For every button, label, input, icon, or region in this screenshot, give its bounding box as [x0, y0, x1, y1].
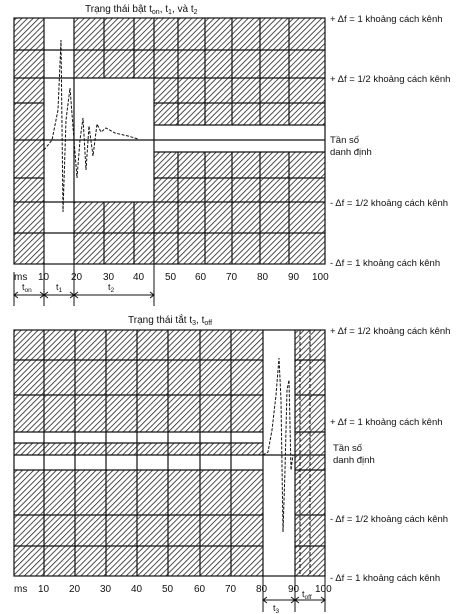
bottom-label-nominal-2: danh định [333, 455, 375, 466]
bottom-hatch-upper [14, 330, 263, 432]
top-label-plus-1: + Δf = 1 khoảng cách kênh [330, 14, 443, 25]
top-tick: 30 [103, 272, 115, 283]
top-chart-title: Trạng thái bật $t_{on}$, $t_1$, và $t_2$ [85, 4, 198, 16]
top-hatch-lower-right [154, 152, 325, 202]
bottom-axis-unit: ms [14, 584, 28, 595]
top-interval-markers [14, 264, 154, 306]
bottom-label-minus-1: - Δf = 1 khoảng cách kênh [330, 573, 441, 584]
top-chart [14, 4, 450, 306]
top-label-minus-1: - Δf = 1 khoảng cách kênh [330, 258, 441, 269]
bottom-interval-t3: $t_3$ [273, 603, 280, 614]
bottom-signal-trace [263, 358, 293, 532]
bottom-chart [14, 313, 450, 614]
top-hatch-upper [74, 18, 325, 78]
bottom-tick: 50 [162, 584, 174, 595]
bottom-tick: 60 [194, 584, 206, 595]
bottom-tick: 100 [315, 584, 332, 595]
top-tick: 80 [257, 272, 269, 283]
bottom-tick: 90 [288, 584, 300, 595]
bottom-tick: 70 [225, 584, 237, 595]
bottom-tick: 80 [256, 584, 268, 595]
top-tick: 10 [38, 272, 50, 283]
top-label-nominal-1: Tần số [330, 135, 360, 146]
top-interval-ton: $t_{on}$ [22, 282, 32, 294]
bottom-tick: 20 [69, 584, 81, 595]
top-axis-unit: ms [14, 272, 28, 283]
bottom-hatch-band [14, 443, 263, 455]
top-tick: 20 [71, 272, 83, 283]
bottom-label-plus-1: + Δf = 1 khoảng cách kênh [330, 417, 443, 428]
top-interval-t1: $t_1$ [56, 282, 63, 294]
top-hatch-left [14, 18, 44, 264]
top-label-plus-half: + Δf = 1/2 khoảng cách kênh [330, 74, 451, 85]
bottom-hatch-lower [14, 470, 263, 576]
top-tick: 100 [312, 272, 329, 283]
top-tick: 50 [165, 272, 177, 283]
top-hatch-upper-right [154, 78, 325, 125]
top-label-minus-half: - Δf = 1/2 khoảng cách kênh [330, 198, 449, 209]
bottom-tick: 30 [100, 584, 112, 595]
top-label-nominal-2: danh định [330, 147, 372, 158]
bottom-tick: 40 [131, 584, 143, 595]
top-tick: 70 [226, 272, 238, 283]
bottom-tick: 10 [38, 584, 50, 595]
top-interval-t2: $t_2$ [108, 282, 115, 294]
top-tick: 90 [288, 272, 300, 283]
top-tick: 40 [133, 272, 145, 283]
bottom-chart-title: Trạng thái tắt $t_3$, $t_{off}$ [128, 315, 213, 327]
bottom-interval-toff: $t_{off}$ [302, 589, 312, 601]
top-tick: 60 [195, 272, 207, 283]
bottom-label-plus-half: + Δf = 1/2 khoảng cách kênh [330, 326, 451, 337]
bottom-label-nominal-1: Tần số [333, 443, 363, 454]
bottom-label-minus-half: - Δf = 1/2 khoảng cách kênh [330, 514, 449, 525]
